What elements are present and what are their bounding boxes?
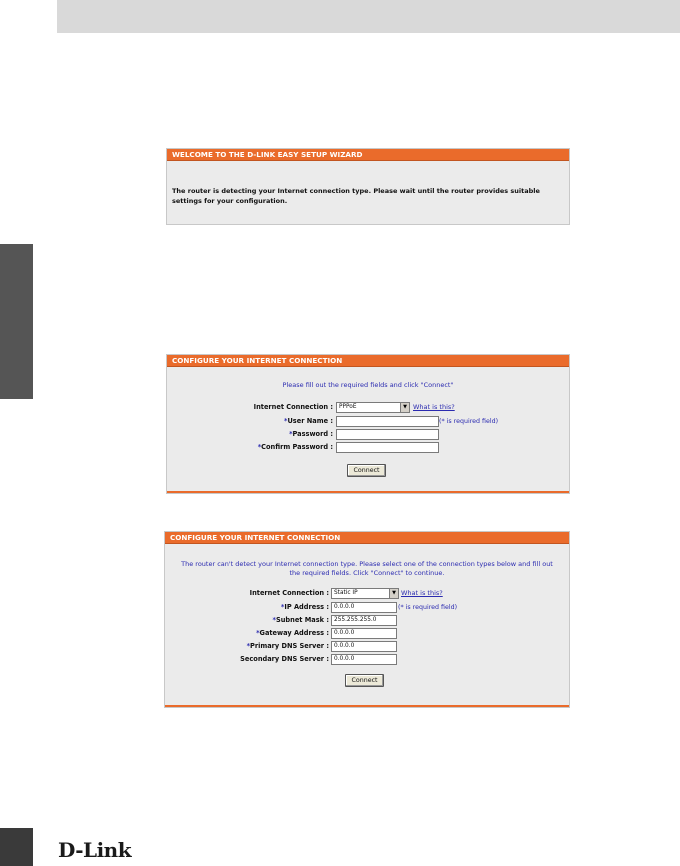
primary-dns-label: [247, 641, 329, 652]
static-connection-type-value: Static IP: [334, 590, 358, 596]
username-input[interactable]: [336, 416, 439, 427]
what-is-this-link[interactable]: What is this?: [413, 403, 455, 411]
dlink-logo: D-Link: [58, 838, 132, 862]
static-what-is-this-link[interactable]: What is this?: [401, 589, 443, 597]
secondary-dns-input[interactable]: 0.0.0.0: [331, 654, 397, 665]
connection-type-value: PPPoE: [339, 404, 357, 410]
gateway-row: [165, 628, 329, 639]
pppoe-config-panel: [166, 354, 570, 494]
ip-address-input[interactable]: 0.0.0.0: [331, 602, 397, 613]
primary-dns-row: [165, 641, 329, 652]
welcome-title: WELCOME TO THE D-LINK EASY SETUP WIZARD: [167, 149, 569, 161]
connection-type-select[interactable]: [336, 402, 410, 413]
connection-row: [167, 402, 333, 413]
confirm-password-input[interactable]: [336, 442, 439, 453]
password-row: [167, 429, 333, 440]
username-label: [284, 416, 333, 427]
primary-dns-label-text: Primary DNS Server :: [250, 642, 329, 650]
section-side-tab: [0, 244, 33, 399]
ip-label-text: IP Address :: [284, 603, 329, 611]
required-star: *: [280, 603, 285, 611]
static-panel-title: CONFIGURE YOUR INTERNET CONNECTION: [165, 532, 569, 544]
required-star: *: [246, 642, 251, 650]
gateway-address-input[interactable]: 0.0.0.0: [331, 628, 397, 639]
static-connect-button[interactable]: Connect: [345, 674, 384, 687]
secondary-dns-label: Secondary DNS Server :: [240, 655, 329, 663]
dropdown-arrow-icon[interactable]: ▼: [389, 589, 398, 598]
username-row: [167, 416, 333, 427]
username-label-text: User Name :: [287, 417, 333, 425]
required-note: (* is required field): [439, 418, 499, 425]
welcome-panel: [166, 148, 570, 225]
confirm-password-label: [258, 442, 333, 453]
ip-row: [165, 602, 329, 613]
password-label: [289, 429, 333, 440]
header-bar: [57, 0, 680, 33]
required-star: *: [257, 443, 262, 451]
connection-label: Internet Connection :: [253, 403, 333, 411]
required-star: *: [272, 616, 276, 624]
pppoe-panel-title: CONFIGURE YOUR INTERNET CONNECTION: [167, 355, 569, 367]
subnet-row: [165, 615, 329, 626]
panel-footer-line: [165, 705, 569, 707]
secondary-dns-row: [165, 654, 329, 665]
static-intro-text: The router can't detect your Internet connection type. Please select one of the connection types below and fill out the required fields. Click "Connect" to continue.: [181, 560, 553, 577]
gateway-label: [256, 628, 329, 639]
static-ip-config-panel: [164, 531, 570, 708]
dropdown-arrow-icon[interactable]: ▼: [400, 403, 409, 412]
confirm-password-row: [167, 442, 333, 453]
confirm-password-label-text: Confirm Password :: [261, 443, 333, 451]
pppoe-intro-text: Please fill out the required fields and click "Connect": [282, 381, 454, 389]
subnet-label-text: Subnet Mask :: [275, 616, 329, 624]
static-connection-type-select[interactable]: [331, 588, 399, 599]
required-star: *: [289, 430, 293, 438]
welcome-message: The router is detecting your Internet connection type. Please wait until the router provides suitable settings for your configuration.: [172, 187, 540, 205]
primary-dns-input[interactable]: 0.0.0.0: [331, 641, 397, 652]
subnet-label: [273, 615, 329, 626]
required-star: *: [256, 629, 260, 637]
static-connection-row: [165, 588, 329, 599]
panel-footer-line: [167, 491, 569, 493]
static-connection-label: Internet Connection :: [249, 589, 329, 597]
password-label-text: Password :: [292, 430, 333, 438]
password-input[interactable]: [336, 429, 439, 440]
page-corner-tab: [0, 828, 33, 866]
required-star: *: [284, 417, 288, 425]
ip-label: [281, 602, 329, 613]
subnet-mask-input[interactable]: 255.255.255.0: [331, 615, 397, 626]
connect-button[interactable]: Connect: [347, 464, 386, 477]
gateway-label-text: Gateway Address :: [259, 629, 329, 637]
static-required-note: (* is required field): [398, 604, 458, 611]
